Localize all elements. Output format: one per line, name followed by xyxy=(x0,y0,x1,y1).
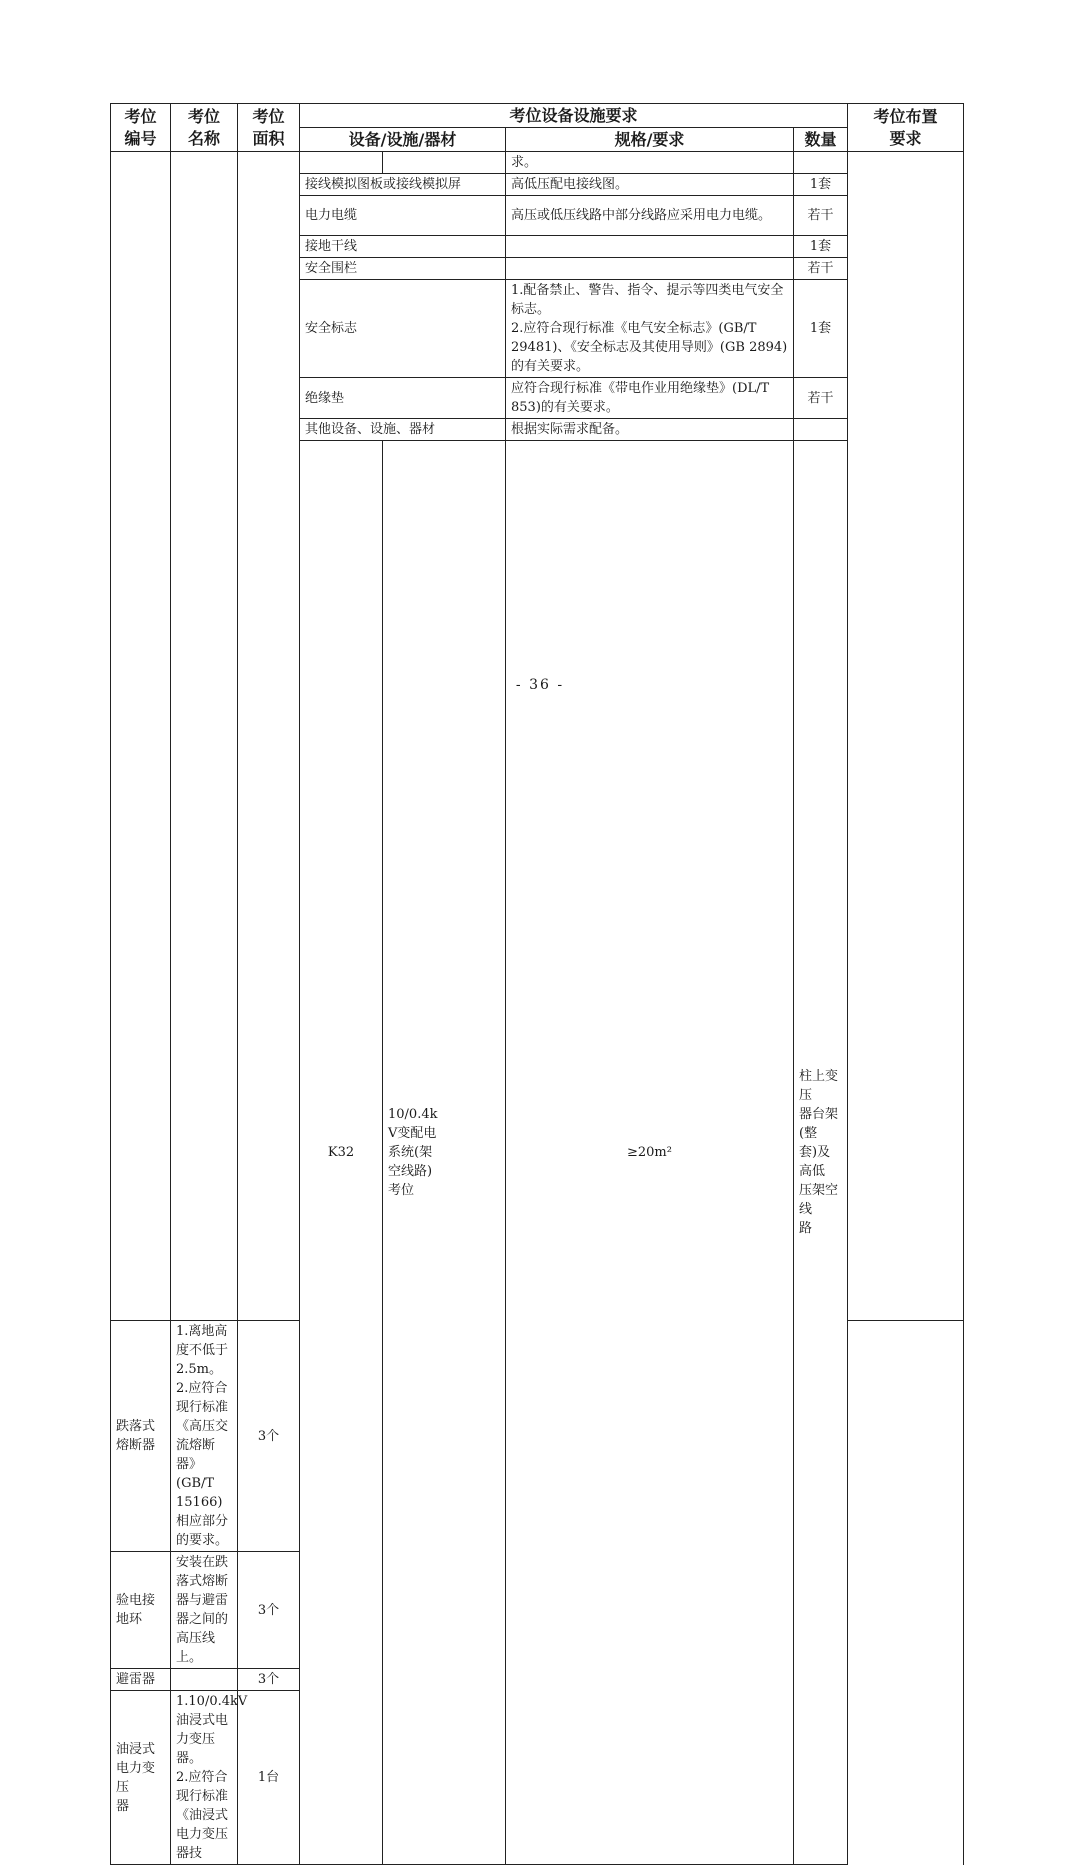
cell-qty xyxy=(794,152,848,174)
header-code: 考位 编号 xyxy=(111,104,171,152)
header-facility-group: 考位设备设施要求 xyxy=(300,104,848,128)
cell-item: 避雷器 xyxy=(111,1669,171,1691)
cell-spec: 安装在跌落式熔断器与避雷器之间的高压线上。 xyxy=(171,1552,238,1669)
header-area: 考位 面积 xyxy=(238,104,300,152)
cell-qty: 3个 xyxy=(238,1669,300,1691)
cell-group: 柱上变压 器台架(整 套)及高低 压架空线 路 xyxy=(794,441,848,1865)
cell-spec: 求。 xyxy=(506,152,794,174)
cell-qty: 1套 xyxy=(794,280,848,378)
cell-spec xyxy=(506,236,794,258)
cell-name: 10/0.4k V变配电 系统(架 空线路) 考位 xyxy=(383,441,506,1865)
cell-item: 电力电缆 xyxy=(300,196,506,236)
cell-spec: 1.配备禁止、警告、指令、提示等四类电气安全标志。 2.应符合现行标准《电气安全标志》(GB/T 29481)、《安全标志及其使用导则》(GB 2894)的有关要求。 xyxy=(506,280,794,378)
header-equipment: 设备/设施/器材 xyxy=(300,128,506,152)
cell-spec: 应符合现行标准《带电作业用绝缘垫》(DL/T 853)的有关要求。 xyxy=(506,378,794,419)
cell-qty: 若干 xyxy=(794,378,848,419)
cell-code-empty xyxy=(111,152,171,1321)
cell-spec: 1.10/0.4kV油浸式电力变压器。 2.应符合现行标准《油浸式电力变压器技 xyxy=(171,1691,238,1865)
header-name: 考位 名称 xyxy=(171,104,238,152)
cell-qty: 1套 xyxy=(794,236,848,258)
cell-qty: 3个 xyxy=(238,1321,300,1552)
page-number: - 36 - xyxy=(515,677,565,693)
cell-qty: 若干 xyxy=(794,258,848,280)
cell-qty: 1台 xyxy=(238,1691,300,1865)
cell-item: 油浸式电力变压 器 xyxy=(111,1691,171,1865)
cell-item: 其他设备、设施、器材 xyxy=(300,419,506,441)
cell-area-empty xyxy=(238,152,300,1321)
cell-item: 安全标志 xyxy=(300,280,506,378)
cell-code: K32 xyxy=(300,441,383,1865)
cell-qty: 若干 xyxy=(794,196,848,236)
cell-spec xyxy=(506,258,794,280)
cell-item: 安全围栏 xyxy=(300,258,506,280)
header-qty: 数量 xyxy=(794,128,848,152)
header-spec: 规格/要求 xyxy=(506,128,794,152)
cell-area: ≥20m² xyxy=(506,441,794,1865)
cell-item: 验电接地环 xyxy=(111,1552,171,1669)
cell-spec: 高低压配电接线图。 xyxy=(506,174,794,196)
cell-item-part-b xyxy=(383,152,506,174)
cell-qty: 1套 xyxy=(794,174,848,196)
cell-qty xyxy=(794,419,848,441)
cell-spec: 1.离地高度不低于2.5m。 2.应符合现行标准《高压交流熔断器》(GB/T 15166)相应部分的要求。 xyxy=(171,1321,238,1552)
cell-item: 接线模拟图板或接线模拟屏 xyxy=(300,174,506,196)
header-layout: 考位布置 要求 xyxy=(848,104,964,152)
cell-item: 跌落式熔断器 xyxy=(111,1321,171,1552)
table-row xyxy=(111,152,964,174)
cell-spec: 高压或低压线路中部分线路应采用电力电缆。 xyxy=(506,196,794,236)
cell-item: 接地干线 xyxy=(300,236,506,258)
cell-name-empty xyxy=(171,152,238,1321)
facility-requirements-table xyxy=(110,103,964,1865)
cell-spec xyxy=(171,1669,238,1691)
cell-item: 绝缘垫 xyxy=(300,378,506,419)
cell-qty: 3个 xyxy=(238,1552,300,1669)
cell-spec: 根据实际需求配备。 xyxy=(506,419,794,441)
cell-layout-empty xyxy=(848,152,964,1321)
cell-item-part-a xyxy=(300,152,383,174)
